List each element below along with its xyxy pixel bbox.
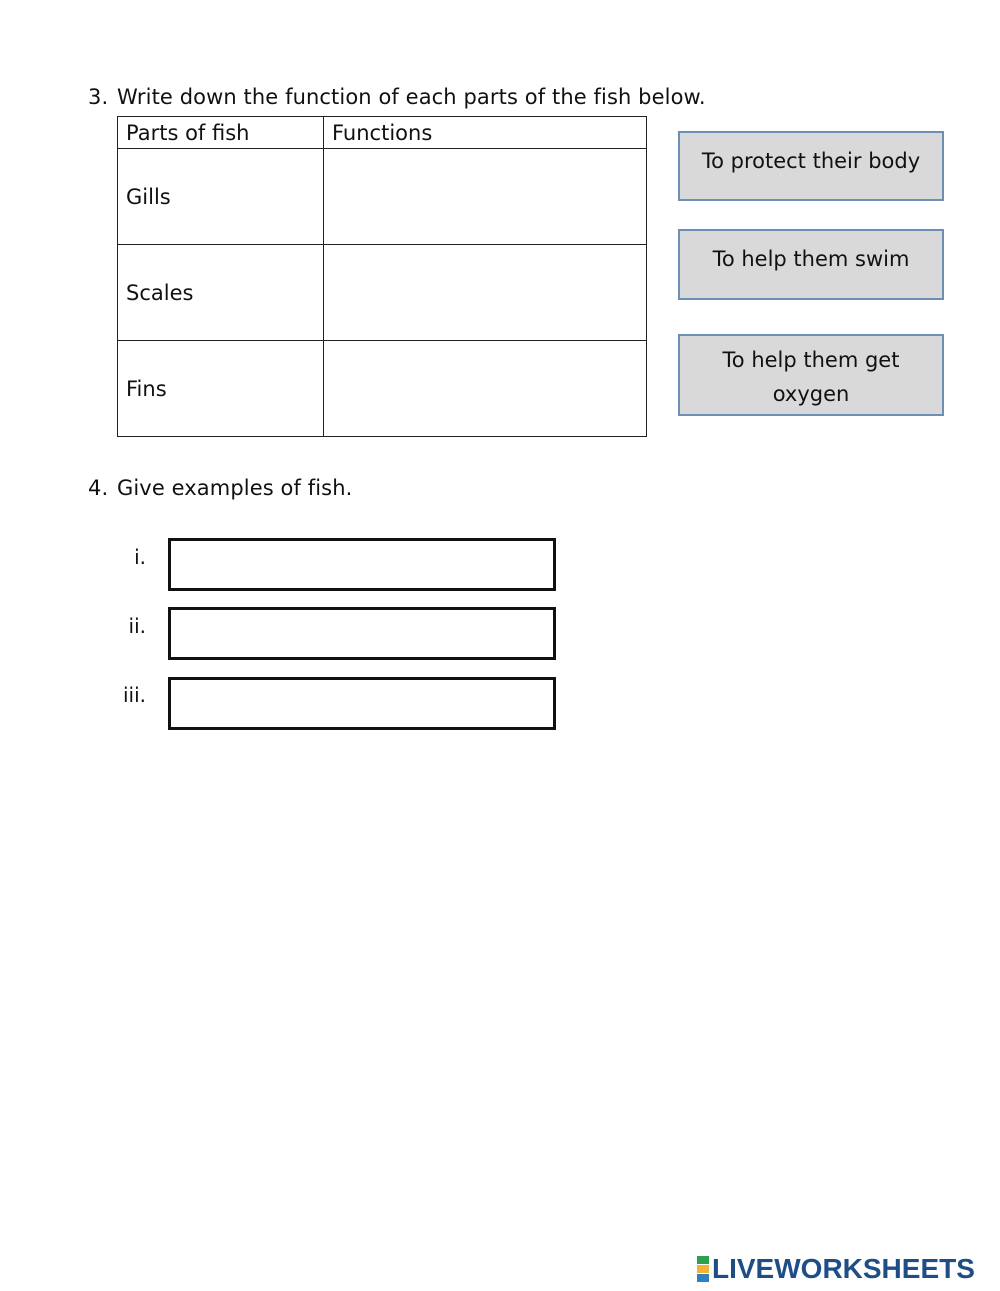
table-header-row xyxy=(118,117,647,149)
example-input-iii[interactable] xyxy=(168,677,556,730)
liveworksheets-logo-icon xyxy=(697,1256,709,1282)
question-3-text: Write down the function of each parts of the fish below. xyxy=(117,85,706,109)
example-label-i: i. xyxy=(134,545,146,569)
brand-name: LIVEWORKSHEETS xyxy=(712,1253,975,1284)
table-row xyxy=(118,341,647,437)
question-3-title xyxy=(88,85,706,109)
part-fins: Fins xyxy=(118,341,324,437)
example-input-ii[interactable] xyxy=(168,607,556,660)
header-parts-of-fish: Parts of fish xyxy=(118,117,324,149)
logo-block-green xyxy=(697,1256,709,1264)
function-drop-zone-scales[interactable] xyxy=(324,245,647,341)
function-drop-zone-fins[interactable] xyxy=(324,341,647,437)
logo-block-blue xyxy=(697,1274,709,1282)
answer-tile-oxygen[interactable] xyxy=(678,334,944,416)
part-scales: Scales xyxy=(118,245,324,341)
question-3-number: 3. xyxy=(88,85,109,109)
function-drop-zone-gills[interactable] xyxy=(324,149,647,245)
header-functions: Functions xyxy=(324,117,647,149)
answer-tile-oxygen-label: To help them get oxygen xyxy=(722,348,900,406)
question-4-title xyxy=(88,476,352,500)
logo-block-yellow xyxy=(697,1265,709,1273)
part-gills: Gills xyxy=(118,149,324,245)
table-row xyxy=(118,149,647,245)
table-row xyxy=(118,245,647,341)
example-input-i[interactable] xyxy=(168,538,556,591)
liveworksheets-brand xyxy=(697,1254,975,1284)
example-label-ii: ii. xyxy=(128,614,146,638)
fish-parts-table xyxy=(117,116,647,437)
answer-tile-swim[interactable]: To help them swim xyxy=(678,229,944,300)
question-4-text: Give examples of fish. xyxy=(117,476,353,500)
answer-tile-protect[interactable]: To protect their body xyxy=(678,131,944,201)
example-label-iii: iii. xyxy=(122,683,146,707)
question-4-number: 4. xyxy=(88,476,109,500)
